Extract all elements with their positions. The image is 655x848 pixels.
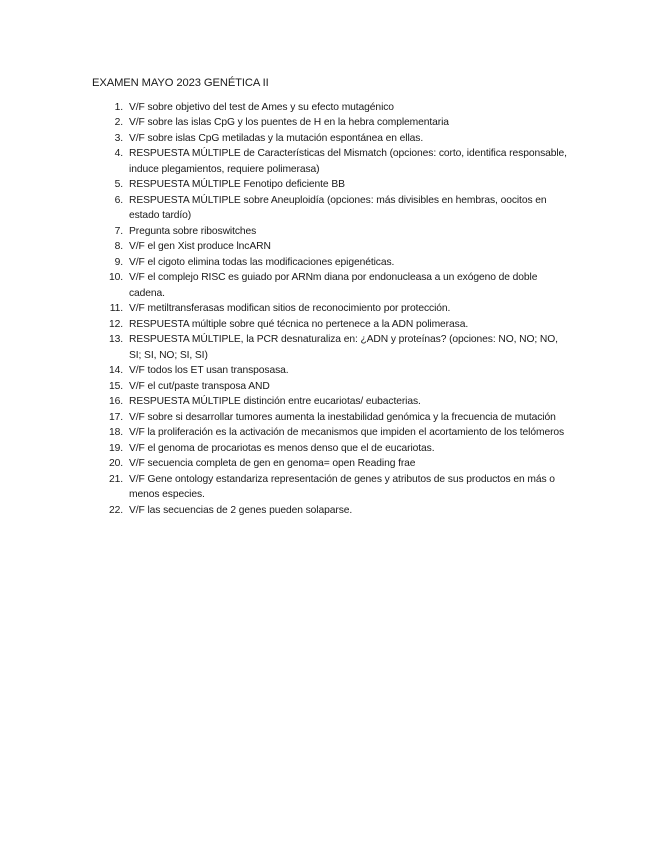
list-item	[92, 100, 572, 116]
list-item-text: V/F las secuencias de 2 genes pueden solaparse.	[129, 504, 353, 516]
list-item-text: RESPUESTA múltiple sobre qué técnica no pertenece a la ADN polimerasa.	[129, 318, 469, 330]
list-item-text: Pregunta sobre riboswitches	[129, 225, 257, 237]
list-item-number: 15.	[108, 380, 123, 392]
question-list	[92, 100, 572, 519]
list-item-number: 4.	[114, 148, 123, 159]
list-item-number: 12.	[108, 318, 123, 330]
list-item-number: 9.	[114, 256, 123, 268]
list-item-text: V/F el gen Xist produce lncARN	[129, 241, 271, 252]
list-item-text: V/F el complejo RISC es guiado por ARNm diana por endonucleasa a un exógeno de doble cadena.	[129, 272, 538, 299]
list-item-text: V/F metiltransferasas modifican sitios de reconocimiento por protección.	[129, 303, 451, 314]
list-item-number: 10.	[108, 272, 123, 283]
list-item	[92, 146, 572, 177]
list-item-text: V/F sobre si desarrollar tumores aumenta la inestabilidad genómica y la frecuencia de mutación	[129, 411, 556, 423]
list-item-number: 13.	[108, 334, 123, 345]
list-item	[92, 379, 572, 395]
list-item	[92, 410, 572, 426]
list-item	[92, 456, 572, 472]
list-item-number: 17.	[108, 411, 123, 423]
list-item	[92, 255, 572, 271]
list-item-number: 8.	[114, 241, 123, 252]
list-item-number: 2.	[114, 117, 123, 128]
list-item-number: 18.	[108, 427, 123, 438]
list-item-text: RESPUESTA MÚLTIPLE Fenotipo deficiente BB	[129, 179, 345, 190]
list-item	[92, 317, 572, 333]
list-item-text: V/F sobre las islas CpG y los puentes de H en la hebra complementaria	[129, 117, 449, 128]
list-item	[92, 363, 572, 379]
list-item-text: RESPUESTA MÚLTIPLE, la PCR desnaturaliza en: ¿ADN y proteínas? (opciones: NO, NO; NO, SI; SI, NO; SI, SI)	[129, 334, 558, 361]
list-item-text: V/F todos los ET usan transposasa.	[129, 365, 289, 376]
list-item-text: RESPUESTA MÚLTIPLE sobre Aneuploidía (opciones: más divisibles en hembras, oocitos en estado tardío)	[129, 194, 547, 221]
list-item	[92, 131, 572, 147]
list-item-number: 1.	[114, 101, 123, 113]
list-item-text: RESPUESTA MÚLTIPLE de Características del Mismatch (opciones: corto, identifica responsable, induce plegamientos, requiere polimerasa)	[129, 148, 567, 175]
list-item-number: 11.	[109, 303, 123, 314]
list-item-number: 20.	[108, 458, 123, 469]
list-item-number: 21.	[108, 473, 123, 485]
list-item	[92, 472, 572, 503]
list-item	[92, 193, 572, 224]
list-item-number: 3.	[114, 132, 123, 144]
list-item	[92, 441, 572, 457]
list-item-text: V/F el genoma de procariotas es menos denso que el de eucariotas.	[129, 442, 435, 454]
list-item	[92, 224, 572, 240]
list-item	[92, 270, 572, 301]
list-item	[92, 394, 572, 410]
list-item-text: V/F sobre objetivo del test de Ames y su efecto mutagénico	[129, 101, 394, 113]
list-item-number: 14.	[108, 365, 123, 376]
list-item-text: V/F sobre islas CpG metiladas y la mutación espontánea en ellas.	[129, 132, 424, 144]
list-item	[92, 503, 572, 519]
list-item-text: V/F la proliferación es la activación de mecanismos que impiden el acortamiento de los telómeros	[129, 427, 565, 438]
list-item	[92, 425, 572, 441]
list-item	[92, 301, 572, 317]
document-title: EXAMEN MAYO 2023 GENÉTICA II	[92, 77, 269, 89]
list-item-text: V/F secuencia completa de gen en genoma= open Reading frae	[129, 458, 416, 469]
list-item-number: 22.	[108, 504, 123, 516]
list-item-text: V/F el cigoto elimina todas las modificaciones epigenéticas.	[129, 256, 395, 268]
list-item-number: 19.	[108, 442, 123, 454]
list-item	[92, 115, 572, 131]
list-item	[92, 332, 572, 363]
list-item	[92, 177, 572, 193]
list-item-number: 6.	[114, 194, 123, 206]
list-item-text: V/F el cut/paste transposa AND	[129, 380, 270, 392]
list-item-number: 16.	[108, 396, 123, 407]
list-item-number: 7.	[114, 225, 123, 237]
list-item-number: 5.	[114, 179, 123, 190]
list-item	[92, 239, 572, 255]
list-item-text: RESPUESTA MÚLTIPLE distinción entre eucariotas/ eubacterias.	[129, 396, 421, 407]
list-item-text: V/F Gene ontology estandariza representación de genes y atributos de sus productos en más o menos especies.	[129, 473, 555, 500]
